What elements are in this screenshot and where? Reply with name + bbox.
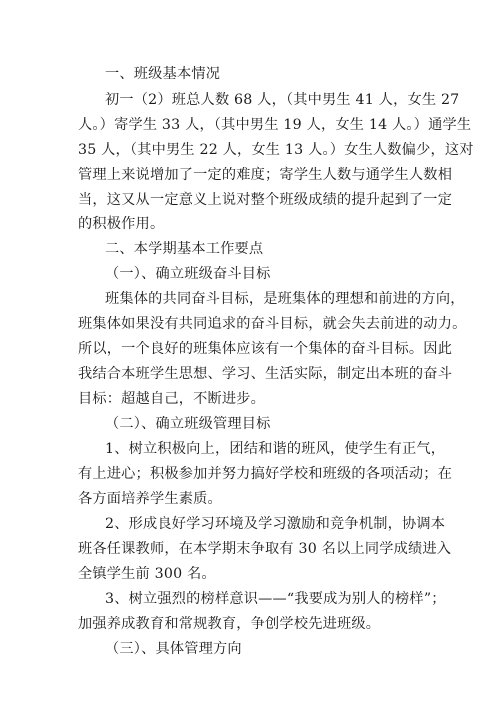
paragraph-line: 我结合本班学生思想、学习、生活实际，制定出本班的奋斗: [78, 366, 453, 382]
paragraph-line: 的积极作用。: [78, 216, 165, 232]
section-heading-work-points: 二、本学期基本工作要点: [105, 241, 264, 257]
list-item-line: 3、树立强烈的榜样意识——“我要成为别人的榜样”；: [105, 591, 446, 607]
paragraph-line: 班集体的共同奋斗目标，是班集体的理想和前进的方向，: [105, 291, 465, 307]
list-item-line: 有上进心；积极参加并努力搞好学校和班级的各项活动；在: [78, 466, 453, 482]
paragraph-line: 所以，一个良好的班集体应该有一个集体的奋斗目标。因此: [78, 341, 453, 357]
paragraph-line: 初一（2）班总人数 68 人，（其中男生 41 人，女生 27: [105, 92, 460, 108]
list-item-line: 1、树立积极向上，团结和谐的班风，使学生有正气，: [105, 441, 446, 457]
list-item-line: 班各任课教师，在本学期末争取有 30 名以上同学成绩进入: [78, 541, 452, 557]
section-heading-class-basic-info: 一、班级基本情况: [105, 66, 221, 82]
paragraph-line: 管理上来说增加了一定的难度；寄学生人数与通学生人数相: [78, 167, 453, 183]
paragraph-line: 目标：超越自己，不断进步。: [78, 391, 266, 407]
subsection-heading-goal: （一）、确立班级奋斗目标: [105, 266, 271, 282]
paragraph-line: 35 人，（其中男生 22 人，女生 13 人。）女生人数偏少，这对: [78, 142, 474, 158]
list-item-line: 各方面培养学生素质。: [78, 491, 222, 507]
list-item-line: 加强养成教育和常规教育，争创学校先进班级。: [78, 616, 381, 632]
list-item-line: 全镇学生前 300 名。: [78, 566, 216, 582]
paragraph-line: 班集体如果没有共同追求的奋斗目标，就会失去前进的动力。: [78, 316, 467, 332]
subsection-heading-management-goal: （二）、确立班级管理目标: [105, 416, 271, 432]
paragraph-line: 当，这又从一定意义上说对整个班级成绩的提升起到了一定: [78, 192, 453, 208]
subsection-heading-management-direction: （三）、具体管理方向: [105, 641, 242, 657]
paragraph-line: 人。）寄学生 33 人，（其中男生 19 人，女生 14 人。）通学生: [78, 117, 472, 133]
list-item-line: 2、形成良好学习环境及学习激励和竞争机制，协调本: [105, 516, 446, 532]
